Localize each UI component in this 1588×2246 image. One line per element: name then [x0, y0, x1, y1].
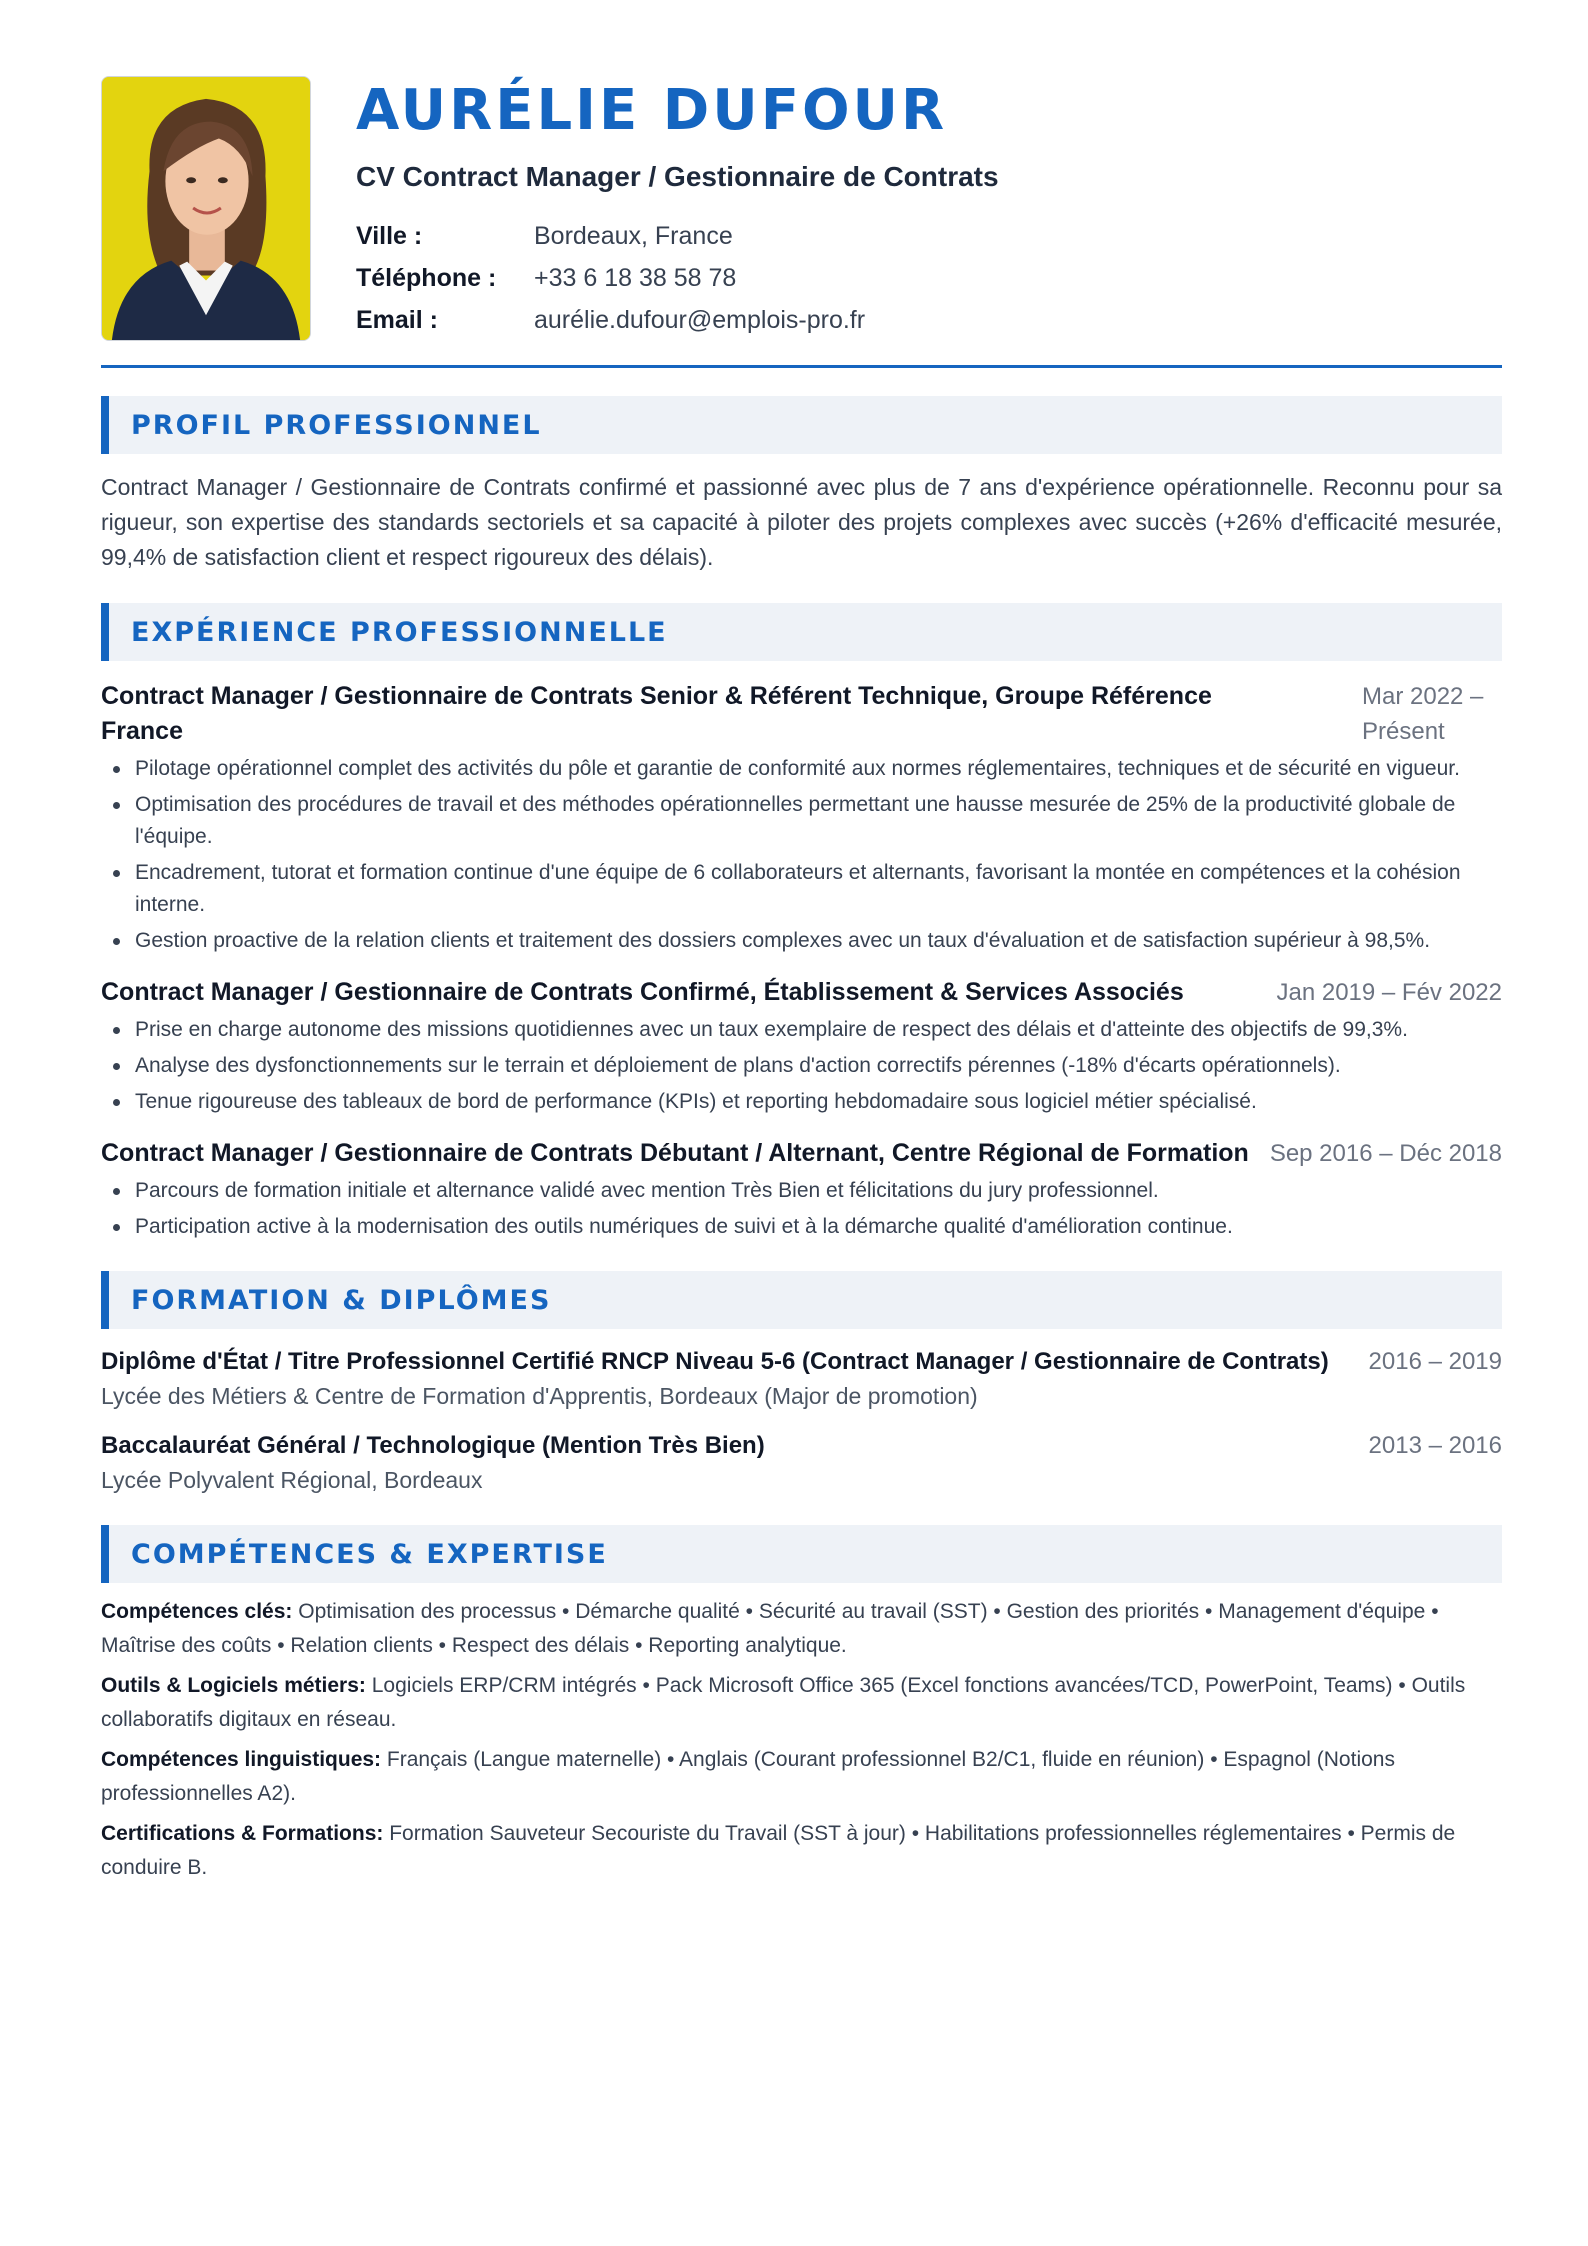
profile-text: Contract Manager / Gestionnaire de Contrats confirmé et passionné avec plus de 7 ans d'expérience opérationnelle. Reconnu pour sa rigueur, son expertise des standards sectoriels et sa capacité à piloter des projets complexes avec succès (+26% d'efficacité mesurée, 99,4% de satisfaction client et respect rigoureux des délais). [101, 474, 1502, 570]
skills-section [101, 1525, 1502, 1885]
contact-row-city [356, 215, 999, 257]
list-item: Pilotage opérationnel complet des activités du pôle et garantie de conformité aux normes réglementaires, techniques et de sécurité en vigueur. [101, 753, 1502, 785]
degree-title: Diplôme d'État / Titre Professionnel Certifié RNCP Niveau 5-6 (Contract Manager / Gestionnaire de Contrats) [101, 1348, 1329, 1375]
school-name: Lycée Polyvalent Régional, Bordeaux [101, 1467, 483, 1493]
portrait-illustration [102, 77, 310, 340]
skill-text: Optimisation des processus • Démarche qualité • Sécurité au travail (SST) • Gestion des priorités • Management d'équipe • Maîtrise des coûts • Relation clients • Respect des délais • Reporting analytique. [101, 1600, 1439, 1657]
school-name: Lycée des Métiers & Centre de Formation d'Apprentis, Bordeaux (Major de promotion) [101, 1383, 978, 1409]
degree-date: 2013 – 2016 [1368, 1432, 1502, 1459]
job-bullets [101, 753, 1502, 957]
skill-line [101, 1595, 1502, 1663]
job-bullets [101, 1175, 1502, 1243]
candidate-name: AURÉLIE DUFOUR [356, 78, 948, 143]
job-entry [101, 975, 1502, 1118]
degree-title: Baccalauréat Général / Technologique (Mention Très Bien) [101, 1432, 765, 1459]
job-title: Contract Manager / Gestionnaire de Contrats Senior & Référent Technique, Groupe Référence France [101, 682, 1212, 745]
list-item: Gestion proactive de la relation clients et traitement des dossiers complexes avec un taux d'évaluation et de satisfaction supérieur à 98,5%. [101, 925, 1502, 957]
job-header [101, 1136, 1502, 1171]
profile-section [101, 396, 1502, 575]
education-entry [101, 1429, 1502, 1497]
job-date: Jan 2019 – Fév 2022 [1276, 979, 1502, 1006]
list-item: Optimisation des procédures de travail et des méthodes opérationnelles permettant une hausse mesurée de 25% de la productivité globale de l'équipe. [101, 789, 1502, 853]
job-entry [101, 1136, 1502, 1243]
contact-list [356, 215, 999, 341]
skill-label: Outils & Logiciels métiers: [101, 1674, 366, 1697]
skill-label: Certifications & Formations: [101, 1822, 384, 1845]
cv-header [101, 76, 1502, 368]
experience-section [101, 603, 1502, 1243]
list-item: Participation active à la modernisation des outils numériques de suivi et à la démarche qualité d'amélioration continue. [101, 1211, 1502, 1243]
job-date: Mar 2022 – Présent [1362, 683, 1484, 745]
job-bullets [101, 1014, 1502, 1118]
list-item: Prise en charge autonome des missions quotidiennes avec un taux exemplaire de respect des délais et d'atteinte des objectifs de 99,3%. [101, 1014, 1502, 1046]
skill-line [101, 1743, 1502, 1811]
job-date: Sep 2016 – Déc 2018 [1269, 1140, 1502, 1167]
education-entry [101, 1345, 1502, 1413]
contact-value[interactable]: aurélie.dufour@emplois-pro.fr [534, 305, 866, 334]
section-title: PROFIL PROFESSIONNEL [101, 396, 1502, 454]
skill-label: Compétences linguistiques: [101, 1748, 382, 1771]
cv-role-title: CV Contract Manager / Gestionnaire de Contrats [356, 160, 999, 192]
list-item: Tenue rigoureuse des tableaux de bord de performance (KPIs) et reporting hebdomadaire sous logiciel métier spécialisé. [101, 1086, 1502, 1118]
education-header [101, 1345, 1502, 1379]
section-title: FORMATION & DIPLÔMES [101, 1271, 1502, 1329]
contact-row-phone [356, 257, 999, 299]
job-title: Contract Manager / Gestionnaire de Contrats Confirmé, Établissement & Services Associés [101, 978, 1184, 1006]
profile-photo [101, 76, 311, 341]
skill-text: Formation Sauveteur Secouriste du Travail (SST à jour) • Habilitations professionnelles réglementaires • Permis de conduire B. [101, 1822, 1456, 1879]
skill-line [101, 1669, 1502, 1737]
contact-label: Téléphone : [356, 263, 497, 292]
skill-text: Français (Langue maternelle) • Anglais (Courant professionnel B2/C1, fluide en réunion) • Espagnol (Notions professionnelles A2). [101, 1748, 1395, 1805]
skill-text: Logiciels ERP/CRM intégrés • Pack Microsoft Office 365 (Excel fonctions avancées/TCD, PowerPoint, Teams) • Outils collaboratifs digitaux en réseau. [101, 1674, 1466, 1731]
contact-row-email [356, 299, 999, 341]
list-item: Analyse des dysfonctionnements sur le terrain et déploiement de plans d'action correctifs pérennes (-18% d'écarts opérationnels). [101, 1050, 1502, 1082]
contact-label: Email : [356, 305, 438, 334]
list-item: Parcours de formation initiale et alternance validé avec mention Très Bien et félicitations du jury professionnel. [101, 1175, 1502, 1207]
header-info [356, 76, 999, 341]
skill-line [101, 1817, 1502, 1885]
degree-date: 2016 – 2019 [1368, 1348, 1502, 1375]
skills-list [101, 1595, 1502, 1885]
contact-value[interactable]: +33 6 18 38 58 78 [534, 263, 737, 292]
job-entry [101, 679, 1502, 957]
contact-value: Bordeaux, France [534, 221, 733, 250]
contact-label: Ville : [356, 221, 423, 250]
list-item: Encadrement, tutorat et formation continue d'une équipe de 6 collaborateurs et alternants, favorisant la montée en compétences et la cohésion interne. [101, 857, 1502, 921]
section-title: EXPÉRIENCE PROFESSIONNELLE [101, 603, 1502, 661]
education-section [101, 1271, 1502, 1497]
job-title: Contract Manager / Gestionnaire de Contrats Débutant / Alternant, Centre Régional de Formation [101, 1139, 1249, 1167]
skill-label: Compétences clés: [101, 1600, 293, 1623]
job-header [101, 975, 1502, 1010]
section-title: COMPÉTENCES & EXPERTISE [101, 1525, 1502, 1583]
job-header [101, 679, 1502, 749]
education-header [101, 1429, 1502, 1463]
